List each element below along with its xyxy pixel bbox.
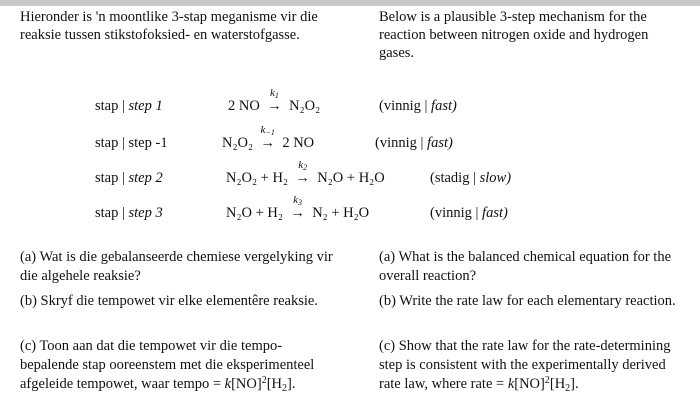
step-minus1-label: stap | step -1 xyxy=(95,135,168,151)
step-3-rate: (vinnig | fast) xyxy=(430,205,508,221)
question-b-afrikaans: (b) Skryf die tempowet vir elke elementêre reaksie. xyxy=(20,293,318,309)
question-b-english: (b) Write the rate law for each elementary reaction. xyxy=(379,293,676,309)
step-2-label: stap | step 2 xyxy=(95,170,163,186)
step-1-rate: (vinnig | fast) xyxy=(379,98,457,114)
question-a-english: (a) What is the balanced chemical equation for the overall reaction? xyxy=(379,249,672,284)
intro-afrikaans: Hieronder is 'n moontlike 3-stap meganisme vir die reaksie tussen stikstofoksied- en waterstofgasse. xyxy=(20,9,318,43)
arrow-icon: → $k_2$ xyxy=(295,159,310,186)
arrow-icon: → $k_1$ xyxy=(267,87,282,114)
question-c-afrikaans: (c) Toon aan dat die tempowet vir die tempo-bepalende stap ooreenstem met die eksperimenteel afgeleide tempowet, waar tempo = $k[NO]^2[H_2]$. xyxy=(20,338,315,394)
arrow-icon: → $k_{-1}$ xyxy=(260,124,275,151)
step-minus1-equation: N₂O₂ → $k_{-1}$ 2 NO xyxy=(222,124,315,151)
step-3-equation: N₂O + H₂ → $k_3$ N₂ + H₂O xyxy=(226,194,370,221)
arrow-icon: → $k_3$ xyxy=(290,194,305,221)
question-c-english: (c) Show that the rate law for the rate-determining step is consistent with the experimentally derived rate law, where rate = $k[NO]^2[H_2]$. xyxy=(379,338,671,394)
question-a-afrikaans: (a) Wat is die gebalanseerde chemiese vergelyking vir die algehele reaksie? xyxy=(20,249,333,284)
step-minus1-rate: (vinnig | fast) xyxy=(375,135,453,151)
step-1-equation: 2 NO → $k_1$ N₂O₂ xyxy=(228,87,321,114)
step-3-label: stap | step 3 xyxy=(95,205,163,221)
intro-english: Below is a plausible 3-step mechanism for the reaction between nitrogen oxide and hydrogen gases. xyxy=(379,9,649,61)
step-2-rate: (stadig | slow) xyxy=(430,170,512,186)
step-1-label: stap | step 1 xyxy=(95,98,163,114)
step-2-equation: N₂O₂ + H₂ → $k_2$ N₂O + H₂O xyxy=(226,159,385,186)
top-divider xyxy=(0,0,700,6)
